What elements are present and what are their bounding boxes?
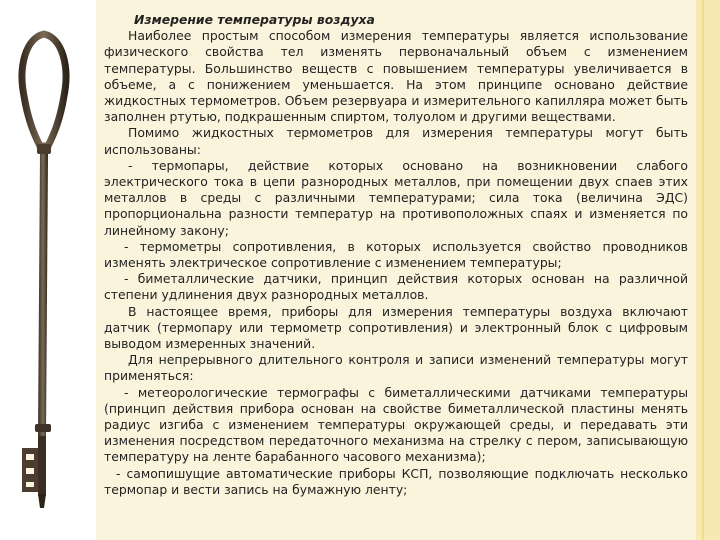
band-line [702,0,704,540]
list-item-thermographs: - метеорологические термографы с биметаллическими датчиками температуры (принцип действия прибора основан на свойстве биметаллической пластины менять радиус изгиба с изменением температуры окружающей среды, и передавать эти изменения посредством передаточного механизма на стрелку с пером, записывающую температуру на ленте барабанного часового механизма); [104,384,688,465]
decorative-band [696,0,720,540]
list-item-bimetal-sensors: - биметаллические датчики, принцип действия которых основан на различной степени удлинения двух разнородных металлов. [104,271,688,303]
list-item-thermocouples: - термопары, действие которых основано на возникновении слабого электрического тока в цепи разнородных металлов, при помещении двух спаев этих металлов в среды с различными температурами; сила тока (величина ЭДС) пропорциональна разности температур на противоположных спаях и изменяется по линейному закону; [104,157,688,238]
paragraph-continuous-control: Для непрерывного длительного контроля и записи изменений температуры могут применяться: [104,352,688,384]
image-panel [0,0,96,540]
paragraph-intro: Наиболее простым способом измерения температуры является использование физического свойства тел изменять первоначальный объем с изменением температуры. Большинство веществ с повышением температуры увеличивается в объеме, а с понижением уменьшается. На этом принципе основано действие жидкостных термометров. Объем резервуара и измерительного капилляра может быть заполнен ртутью, подкрашенным спиртом, толуолом и другими веществами. [104,28,688,125]
list-item-ksp-recorders: - самопишущие автоматические приборы КСП, позволяющие подключать несколько термопар и вести запись на бумажную ленту; [104,465,688,497]
paragraph-modern-devices: В настоящее время, приборы для измерения температуры воздуха включают датчик (термопару или термометр сопротивления) и электронный блок с цифровым выводом измеренных значений. [104,303,688,352]
slide-content [104,12,688,536]
paragraph-other-methods: Помимо жидкостных термометров для измерения температуры могут быть использованы: [104,125,688,157]
list-item-resistance-thermometers: - термометры сопротивления, в которых используется свойство проводников изменять электрическое сопротивление с изменением температуры; [104,238,688,271]
slide-heading: Измерение температуры воздуха [134,12,375,27]
old-key-icon [4,16,84,516]
